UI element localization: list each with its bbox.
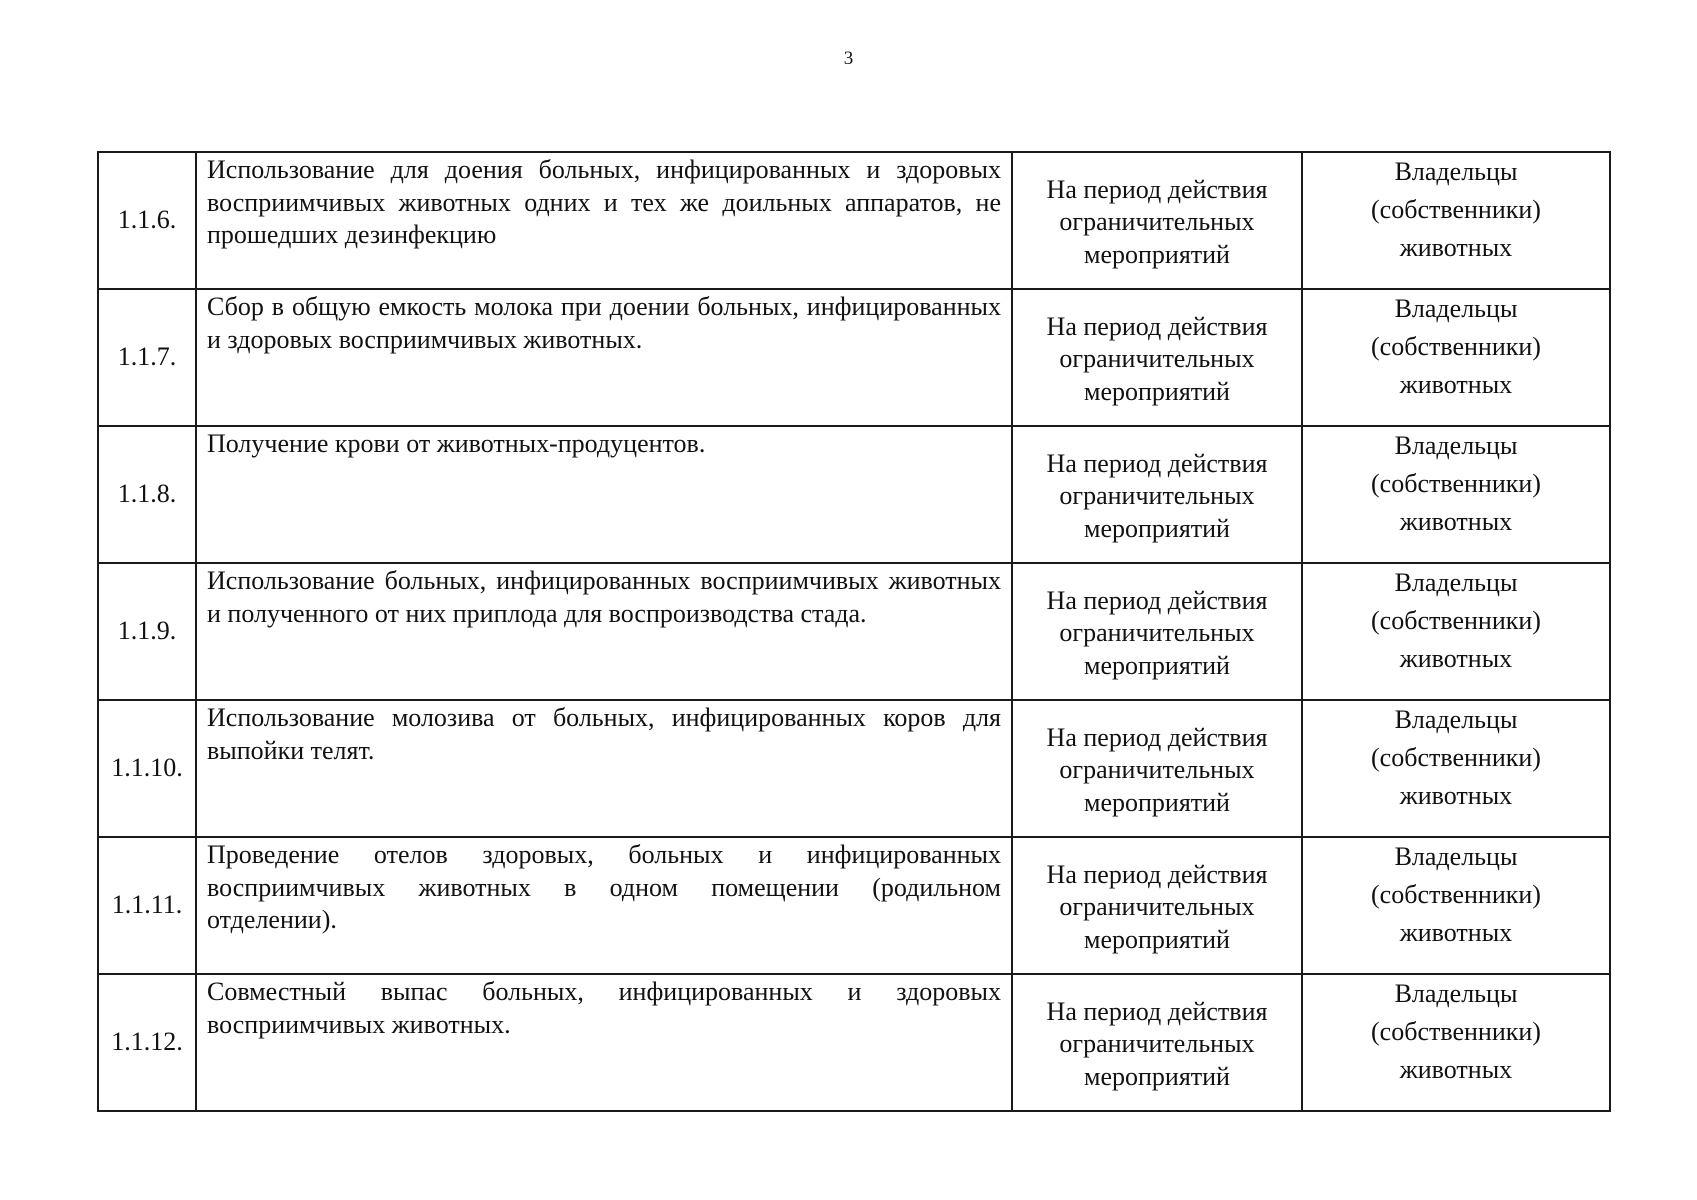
period-line: мероприятий (1084, 376, 1230, 406)
period-line: На период действия (1046, 585, 1268, 615)
period-line: мероприятий (1084, 650, 1230, 680)
responsible-line: (собственники) (1371, 195, 1541, 224)
period-line: ограничительных (1059, 207, 1255, 237)
responsible-cell (1302, 700, 1610, 837)
period-line: ограничительных (1059, 1029, 1255, 1059)
period-line: мероприятий (1084, 924, 1230, 954)
responsible-cell (1302, 837, 1610, 974)
period-line: На период действия (1046, 996, 1268, 1026)
period-line: На период действия (1046, 722, 1268, 752)
table-row (98, 152, 1610, 289)
measure-description: Совместный выпас больных, инфицированных и здоровых восприимчивых животных. (196, 974, 1012, 1111)
measure-description: Сбор в общую емкость молока при доении больных, инфицированных и здоровых восприимчивых животных. (196, 289, 1012, 426)
responsible-line: Владельцы (1394, 979, 1518, 1008)
period-line: ограничительных (1059, 481, 1255, 511)
period-cell (1012, 426, 1302, 563)
period-line: мероприятий (1084, 513, 1230, 543)
item-number: 1.1.7. (98, 289, 196, 426)
table-row (98, 700, 1610, 837)
table-row (98, 974, 1610, 1111)
responsible-line: Владельцы (1394, 431, 1518, 460)
item-number: 1.1.8. (98, 426, 196, 563)
item-number: 1.1.6. (98, 152, 196, 289)
responsible-line: (собственники) (1371, 332, 1541, 361)
responsible-line: животных (1399, 1055, 1513, 1084)
responsible-line: (собственники) (1371, 1017, 1541, 1046)
measure-description: Использование молозива от больных, инфицированных коров для выпойки телят. (196, 700, 1012, 837)
responsible-line: (собственники) (1371, 469, 1541, 498)
responsible-line: животных (1399, 781, 1513, 810)
responsible-cell (1302, 974, 1610, 1111)
responsible-line: (собственники) (1371, 880, 1541, 909)
item-number: 1.1.12. (98, 974, 196, 1111)
measure-description: Использование для доения больных, инфицированных и здоровых восприимчивых животных одних и тех же доильных аппаратов, не прошедших дезинфекцию (196, 152, 1012, 289)
responsible-line: Владельцы (1394, 842, 1518, 871)
table-row (98, 563, 1610, 700)
period-line: ограничительных (1059, 344, 1255, 374)
measure-description: Использование больных, инфицированных восприимчивых животных и полученного от них приплода для воспроизводства стада. (196, 563, 1012, 700)
table-row (98, 837, 1610, 974)
period-cell (1012, 700, 1302, 837)
responsible-line: (собственники) (1371, 743, 1541, 772)
item-number: 1.1.10. (98, 700, 196, 837)
period-line: мероприятий (1084, 1061, 1230, 1091)
period-line: ограничительных (1059, 755, 1255, 785)
period-cell (1012, 289, 1302, 426)
measure-description: Получение крови от животных-продуцентов. (196, 426, 1012, 563)
responsible-line: Владельцы (1394, 157, 1518, 186)
item-number: 1.1.9. (98, 563, 196, 700)
responsible-cell (1302, 289, 1610, 426)
measures-table (97, 151, 1611, 1112)
responsible-cell (1302, 563, 1610, 700)
responsible-line: Владельцы (1394, 705, 1518, 734)
period-cell (1012, 563, 1302, 700)
period-line: ограничительных (1059, 892, 1255, 922)
responsible-line: животных (1399, 918, 1513, 947)
period-cell (1012, 837, 1302, 974)
responsible-line: Владельцы (1394, 294, 1518, 323)
item-number: 1.1.11. (98, 837, 196, 974)
measure-description: Проведение отелов здоровых, больных и инфицированных восприимчивых животных в одном помещении (родильном отделении). (196, 837, 1012, 974)
table-row (98, 426, 1610, 563)
table-row (98, 289, 1610, 426)
responsible-cell (1302, 152, 1610, 289)
responsible-line: Владельцы (1394, 568, 1518, 597)
period-line: ограничительных (1059, 618, 1255, 648)
period-line: На период действия (1046, 174, 1268, 204)
period-cell (1012, 974, 1302, 1111)
responsible-line: животных (1399, 644, 1513, 673)
responsible-line: животных (1399, 370, 1513, 399)
responsible-line: (собственники) (1371, 606, 1541, 635)
period-line: мероприятий (1084, 787, 1230, 817)
page-number: 3 (843, 48, 854, 69)
period-line: На период действия (1046, 448, 1268, 478)
period-line: мероприятий (1084, 239, 1230, 269)
period-line: На период действия (1046, 311, 1268, 341)
period-line: На период действия (1046, 859, 1268, 889)
responsible-line: животных (1399, 507, 1513, 536)
responsible-line: животных (1399, 233, 1513, 262)
responsible-cell (1302, 426, 1610, 563)
period-cell (1012, 152, 1302, 289)
